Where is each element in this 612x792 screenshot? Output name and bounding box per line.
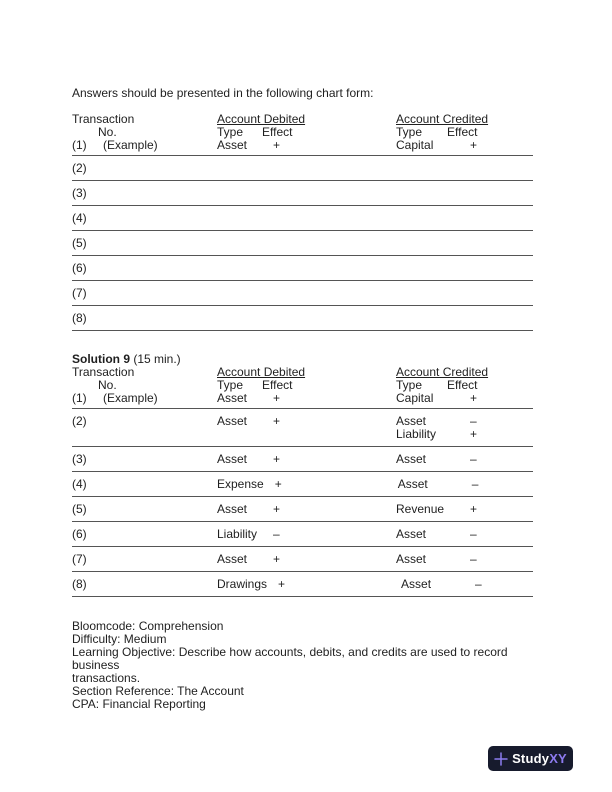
debit-type-value: Asset: [217, 138, 248, 152]
row-number: (6): [72, 261, 87, 275]
blank-row: [72, 156, 533, 181]
credit-type-value: Asset Liability: [396, 414, 437, 441]
question-metadata: [72, 620, 542, 711]
solution-row: [72, 572, 533, 597]
blank-row: [72, 181, 533, 206]
difficulty-line: Difficulty: Medium: [72, 632, 167, 646]
account-credited-header: Account Credited: [396, 112, 489, 126]
solution-row: [72, 472, 533, 497]
row-number: (6): [72, 527, 87, 541]
solution-row: [72, 547, 533, 572]
blank-row: [72, 206, 533, 231]
debit-effect-value: +: [273, 138, 281, 152]
row-number: (5): [72, 502, 87, 516]
blank-answer-chart: [72, 113, 533, 331]
credit-effect-value: –: [471, 477, 479, 491]
solution-row: [72, 522, 533, 547]
debit-effect-value: –: [273, 527, 280, 541]
credit-effect-value: –: [470, 527, 477, 541]
learning-objective-wrap-line: transactions.: [72, 671, 141, 685]
credit-effect-value: –: [475, 577, 482, 591]
logo-text: [512, 752, 567, 765]
account-credited-header: Account Credited: [396, 365, 489, 379]
row-number: (5): [72, 236, 87, 250]
no-header: No.: [98, 378, 117, 392]
credit-effect-value: +: [470, 502, 478, 516]
credit-type-value: Capital: [396, 391, 434, 405]
debit-type-value: Asset: [217, 414, 248, 428]
solution-row: [72, 497, 533, 522]
learning-objective-line: Learning Objective: Describe how accounts, debits, and credits are used to record business: [72, 645, 508, 672]
debit-effect-value: +: [273, 502, 281, 516]
debit-type-value: Asset: [217, 552, 248, 566]
example-row: [72, 139, 533, 156]
cpa-line: CPA: Financial Reporting: [72, 697, 206, 711]
credit-effect-value: +: [470, 391, 478, 405]
debit-effect-header: Effect: [262, 378, 293, 392]
debit-type-value: Asset: [217, 391, 248, 405]
debit-type-value: Liability: [217, 527, 258, 541]
account-debited-header: Account Debited: [217, 112, 306, 126]
solution-chart: [72, 353, 533, 597]
credit-effect-value: +: [470, 138, 478, 152]
row-number: (2): [72, 161, 87, 175]
bloomcode-line: Bloomcode: Comprehension: [72, 619, 224, 633]
debit-effect-value: +: [274, 477, 282, 491]
solution-title-duration: (15 min.): [130, 352, 181, 366]
logo-brand-accent: XY: [549, 751, 567, 766]
debit-type-value: Drawings: [217, 577, 268, 591]
solution-row: [72, 409, 533, 447]
blank-row: [72, 306, 533, 331]
blank-row: [72, 231, 533, 256]
row-number: (7): [72, 552, 87, 566]
example-row: [72, 392, 533, 409]
no-header: No.: [98, 125, 117, 139]
credit-type-value: Asset: [396, 527, 427, 541]
row-number: (3): [72, 186, 87, 200]
debit-effect-header: Effect: [262, 125, 293, 139]
debit-effect-value: +: [273, 452, 281, 466]
row-number: (2): [72, 414, 87, 428]
row-number: (1): [72, 391, 87, 405]
transaction-header: Transaction: [72, 365, 135, 379]
credit-type-header: Type: [396, 378, 423, 392]
blank-row: [72, 281, 533, 306]
credit-effect-value: – +: [470, 414, 478, 441]
transaction-header: Transaction: [72, 112, 135, 126]
debit-effect-value: +: [273, 552, 281, 566]
credit-type-value: Asset: [396, 452, 427, 466]
row-number: (8): [72, 577, 87, 591]
row-number: (4): [72, 211, 87, 225]
credit-type-value: Capital: [396, 138, 434, 152]
debit-type-value: Asset: [217, 502, 248, 516]
solution-row: [72, 447, 533, 472]
credit-type-value: Asset: [397, 477, 428, 491]
credit-type-value: Asset: [396, 552, 427, 566]
studyxy-logo: [488, 746, 573, 771]
example-label: (Example): [103, 138, 158, 152]
debit-type-header: Type: [217, 125, 244, 139]
section-reference-line: Section Reference: The Account: [72, 684, 244, 698]
row-number: (8): [72, 311, 87, 325]
debit-type-value: Asset: [217, 452, 248, 466]
debit-type-value: Expense: [217, 477, 264, 491]
row-number: (4): [72, 477, 87, 491]
row-number: (1): [72, 138, 87, 152]
debit-effect-value: +: [278, 577, 286, 591]
credit-type-header: Type: [396, 125, 423, 139]
debit-effect-value: +: [273, 414, 281, 428]
row-number: (3): [72, 452, 87, 466]
solution-title-bold: Solution 9: [72, 352, 130, 366]
logo-brand-primary: Study: [512, 751, 550, 766]
credit-effect-value: –: [470, 452, 477, 466]
credit-effect-value: –: [470, 552, 477, 566]
credit-effect-header: Effect: [447, 378, 478, 392]
blank-row: [72, 256, 533, 281]
plus-icon: [494, 752, 508, 766]
row-number: (7): [72, 286, 87, 300]
debit-type-header: Type: [217, 378, 244, 392]
account-debited-header: Account Debited: [217, 365, 306, 379]
instruction-text: Answers should be presented in the following chart form:: [72, 86, 374, 100]
debit-effect-value: +: [273, 391, 281, 405]
credit-effect-header: Effect: [447, 125, 478, 139]
example-label: (Example): [103, 391, 158, 405]
credit-type-value: Asset: [401, 577, 432, 591]
credit-type-value: Revenue: [396, 502, 445, 516]
